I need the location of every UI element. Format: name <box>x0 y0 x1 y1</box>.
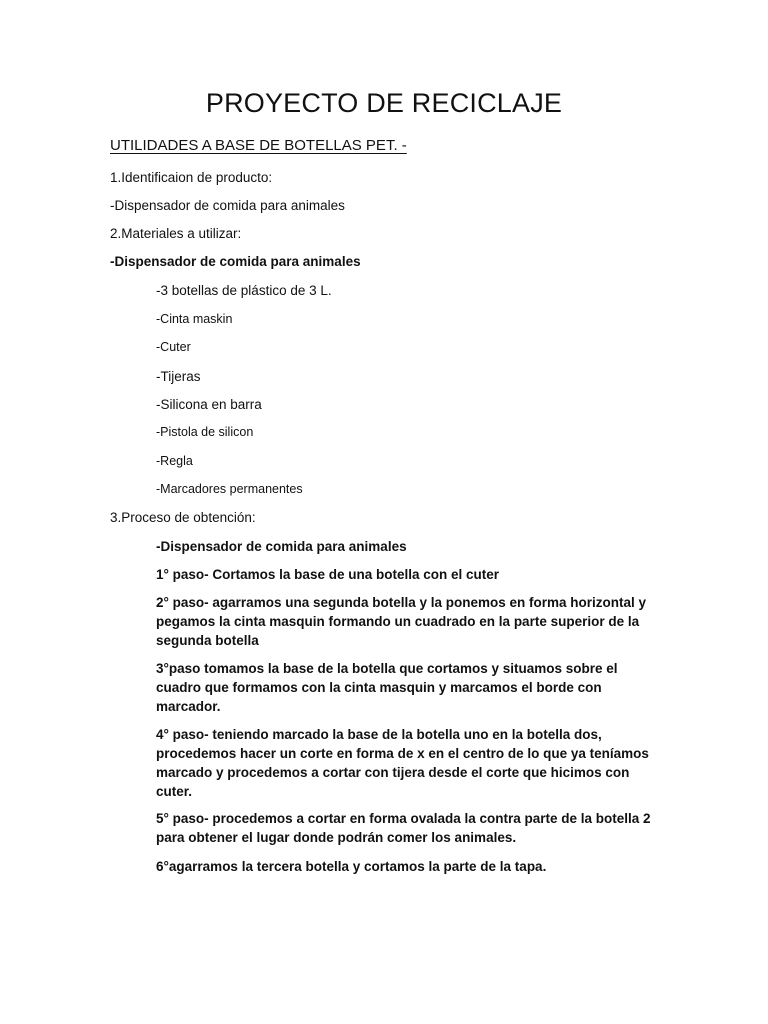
material-item: -Marcadores permanentes <box>156 482 303 496</box>
section2-product: -Dispensador de comida para animales <box>110 254 361 269</box>
process-step: 6°agarramos la tercera botella y cortamos la parte de la tapa. <box>156 859 547 874</box>
section3-product: -Dispensador de comida para animales <box>156 539 407 554</box>
document-title: PROYECTO DE RECICLAJE <box>205 88 563 118</box>
process-step: 3°paso tomamos la base de la botella que cortamos y situamos sobre el cuadro que formamos con la cinta masquin y marcamos el borde con marcador. <box>156 661 618 714</box>
material-item: -Cuter <box>156 340 191 354</box>
material-item: -3 botellas de plástico de 3 L. <box>156 283 332 298</box>
process-step: 1° paso- Cortamos la base de una botella con el cuter <box>156 567 499 582</box>
process-step: 4° paso- teniendo marcado la base de la botella uno en la botella dos, procedemos hacer un corte en forma de x en el centro de lo que ya teníamos marcado y procedemos a cortar con tijera desde el corte que hicimos con cuter. <box>156 727 649 799</box>
material-item: -Cinta maskin <box>156 312 233 326</box>
material-item: -Silicona en barra <box>156 397 262 412</box>
section3-heading: 3.Proceso de obtención: <box>110 510 256 525</box>
process-step: 2° paso- agarramos una segunda botella y la ponemos en forma horizontal y pegamos la cinta masquin formando un cuadrado en la parte superior de la segunda botella <box>156 595 647 648</box>
process-step: 5° paso- procedemos a cortar en forma ovalada la contra parte de la botella 2 para obtener el lugar donde podrán comer los animales. <box>156 811 651 845</box>
section1-item: -Dispensador de comida para animales <box>110 198 345 213</box>
section1-heading: 1.Identificaion de producto: <box>110 170 273 185</box>
material-item: -Tijeras <box>156 369 201 384</box>
material-item: -Pistola de silicon <box>156 425 254 439</box>
document-subtitle: UTILIDADES A BASE DE BOTELLAS PET. - <box>110 137 407 154</box>
material-item: -Regla <box>156 454 193 468</box>
section2-heading: 2.Materiales a utilizar: <box>110 226 242 241</box>
